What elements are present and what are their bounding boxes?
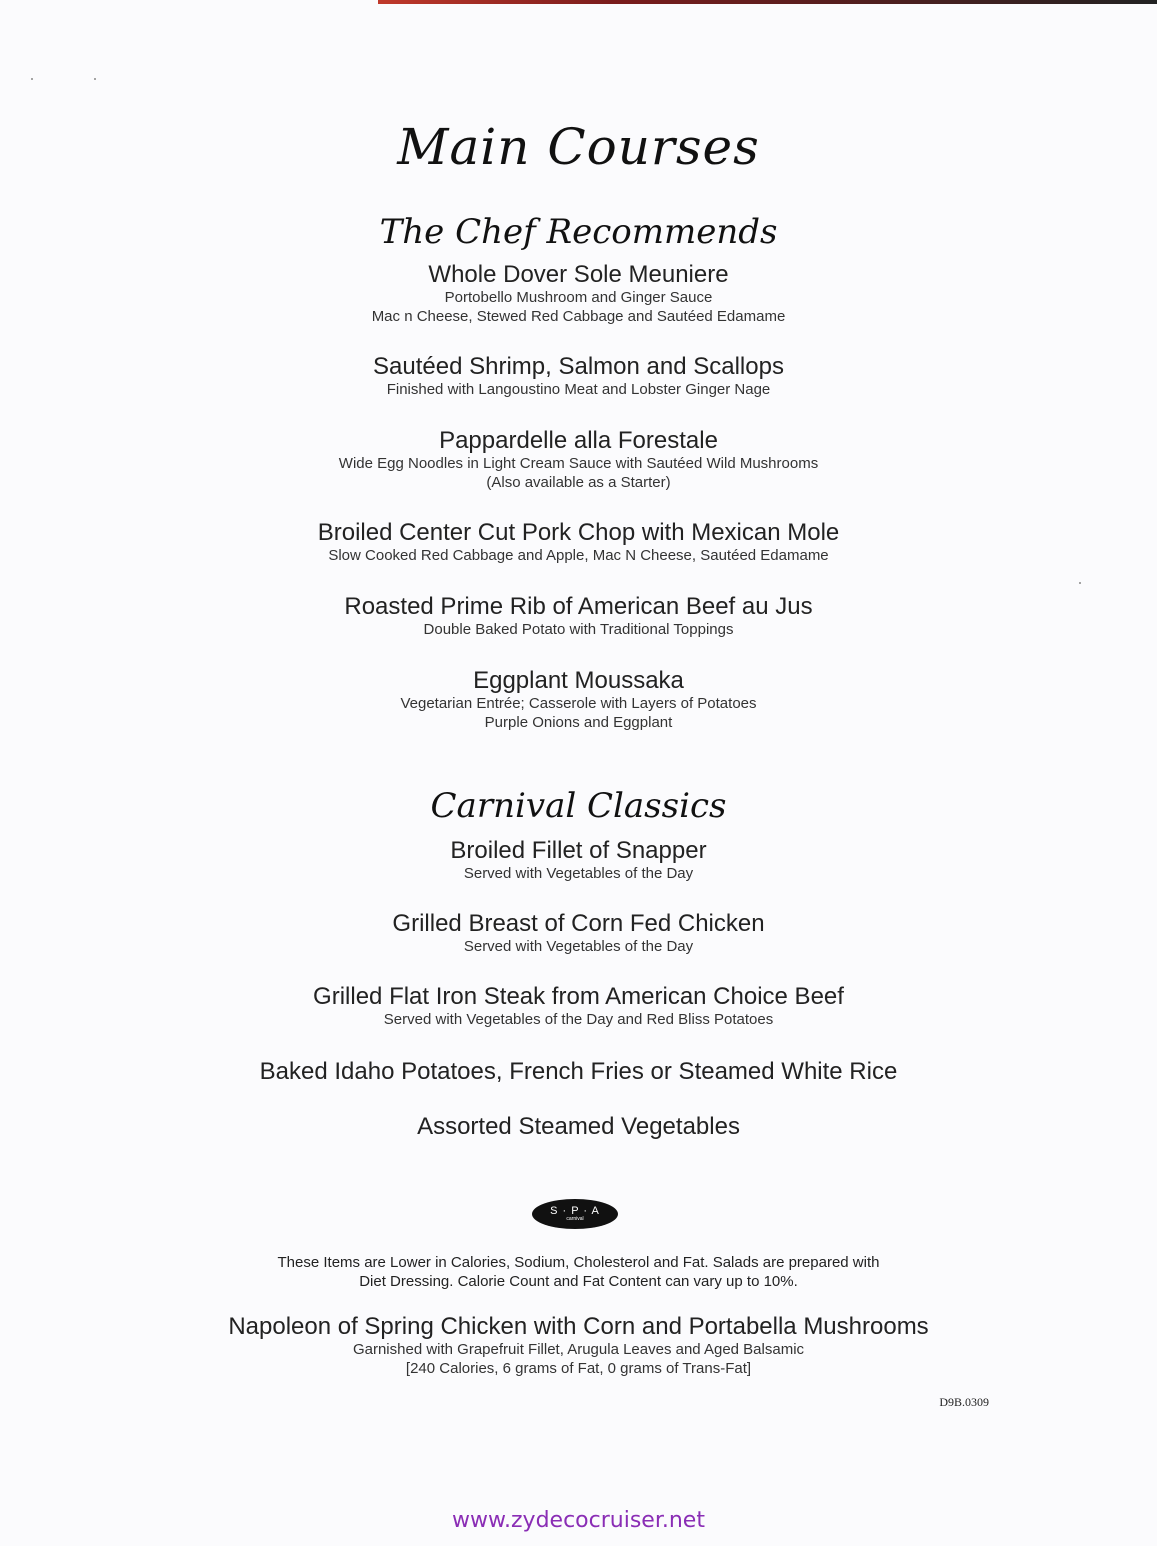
menu-item-description: Finished with Langoustino Meat and Lobster Ginger Nage bbox=[386, 381, 771, 398]
section-title-chef-recommends: The Chef Recommends bbox=[379, 212, 778, 252]
menu-item bbox=[0, 520, 1157, 565]
spa-logo-subtext: carnival bbox=[566, 1216, 584, 1222]
menu-item-name: Grilled Flat Iron Steak from American Choice Beef bbox=[313, 983, 844, 1010]
menu-item-description: Served with Vegetables of the Day bbox=[463, 865, 694, 882]
menu-item-description: Double Baked Potato with Traditional Toppings bbox=[423, 621, 734, 638]
menu-item-name: Eggplant Moussaka bbox=[473, 667, 684, 694]
menu-item-description: Portobello Mushroom and Ginger Sauce bbox=[444, 289, 713, 306]
menu-item-name: Napoleon of Spring Chicken with Corn and Portabella Mushrooms bbox=[228, 1313, 929, 1340]
menu-item-name: Roasted Prime Rib of American Beef au Jus bbox=[344, 593, 813, 620]
menu-item-name: Sautéed Shrimp, Salmon and Scallops bbox=[373, 353, 784, 380]
spa-note-line: Diet Dressing. Calorie Count and Fat Content can vary up to 10%. bbox=[359, 1273, 798, 1290]
scan-speck bbox=[1079, 582, 1081, 584]
menu-item-description: Slow Cooked Red Cabbage and Apple, Mac N Cheese, Sautéed Edamame bbox=[328, 547, 829, 564]
section-title-carnival-classics: Carnival Classics bbox=[430, 786, 727, 826]
menu-item-name: Grilled Breast of Corn Fed Chicken bbox=[392, 910, 765, 937]
menu-code: D9B.0309 bbox=[939, 1395, 989, 1409]
menu-item-description: Served with Vegetables of the Day and Red Bliss Potatoes bbox=[383, 1011, 774, 1028]
page-title: Main Courses bbox=[397, 118, 760, 176]
menu-item bbox=[0, 594, 1157, 639]
menu-item-nutrition: [240 Calories, 6 grams of Fat, 0 grams of Trans-Fat] bbox=[405, 1360, 752, 1377]
menu-item-description: Wide Egg Noodles in Light Cream Sauce with Sautéed Wild Mushrooms bbox=[338, 455, 819, 472]
menu-item-description: Purple Onions and Eggplant bbox=[484, 714, 673, 731]
menu-item bbox=[0, 354, 1157, 399]
menu-item-name: Whole Dover Sole Meuniere bbox=[428, 261, 729, 288]
spa-note bbox=[0, 1253, 1157, 1291]
spa-logo bbox=[532, 1199, 618, 1229]
menu-item bbox=[0, 984, 1157, 1029]
menu-item bbox=[0, 838, 1157, 883]
side-dish: Assorted Steamed Vegetables bbox=[417, 1113, 740, 1140]
menu-item-description: Vegetarian Entrée; Casserole with Layers of Potatoes bbox=[400, 695, 757, 712]
top-edge-bar bbox=[378, 0, 1157, 4]
menu-item-name: Broiled Center Cut Pork Chop with Mexican Mole bbox=[317, 519, 840, 546]
menu-item-description: (Also available as a Starter) bbox=[486, 474, 671, 491]
side-dish: Baked Idaho Potatoes, French Fries or Steamed White Rice bbox=[259, 1058, 898, 1085]
menu-item bbox=[0, 911, 1157, 956]
menu-item bbox=[0, 668, 1157, 732]
menu-item-name: Pappardelle alla Forestale bbox=[439, 427, 718, 454]
scan-speck bbox=[31, 78, 33, 80]
spa-note-line: These Items are Lower in Calories, Sodium, Cholesterol and Fat. Salads are prepared with bbox=[277, 1254, 880, 1271]
scan-speck bbox=[94, 78, 96, 80]
spa-menu-item bbox=[0, 1314, 1157, 1378]
menu-item-description: Served with Vegetables of the Day bbox=[463, 938, 694, 955]
menu-item-description: Garnished with Grapefruit Fillet, Arugula Leaves and Aged Balsamic bbox=[352, 1341, 805, 1358]
menu-item bbox=[0, 262, 1157, 326]
spa-logo-text: S · P · A bbox=[550, 1205, 600, 1217]
menu-item-name: Broiled Fillet of Snapper bbox=[450, 837, 707, 864]
menu-item-description: Mac n Cheese, Stewed Red Cabbage and Sautéed Edamame bbox=[371, 308, 786, 325]
watermark-url: www.zydecocruiser.net bbox=[452, 1508, 705, 1533]
menu-item bbox=[0, 428, 1157, 492]
